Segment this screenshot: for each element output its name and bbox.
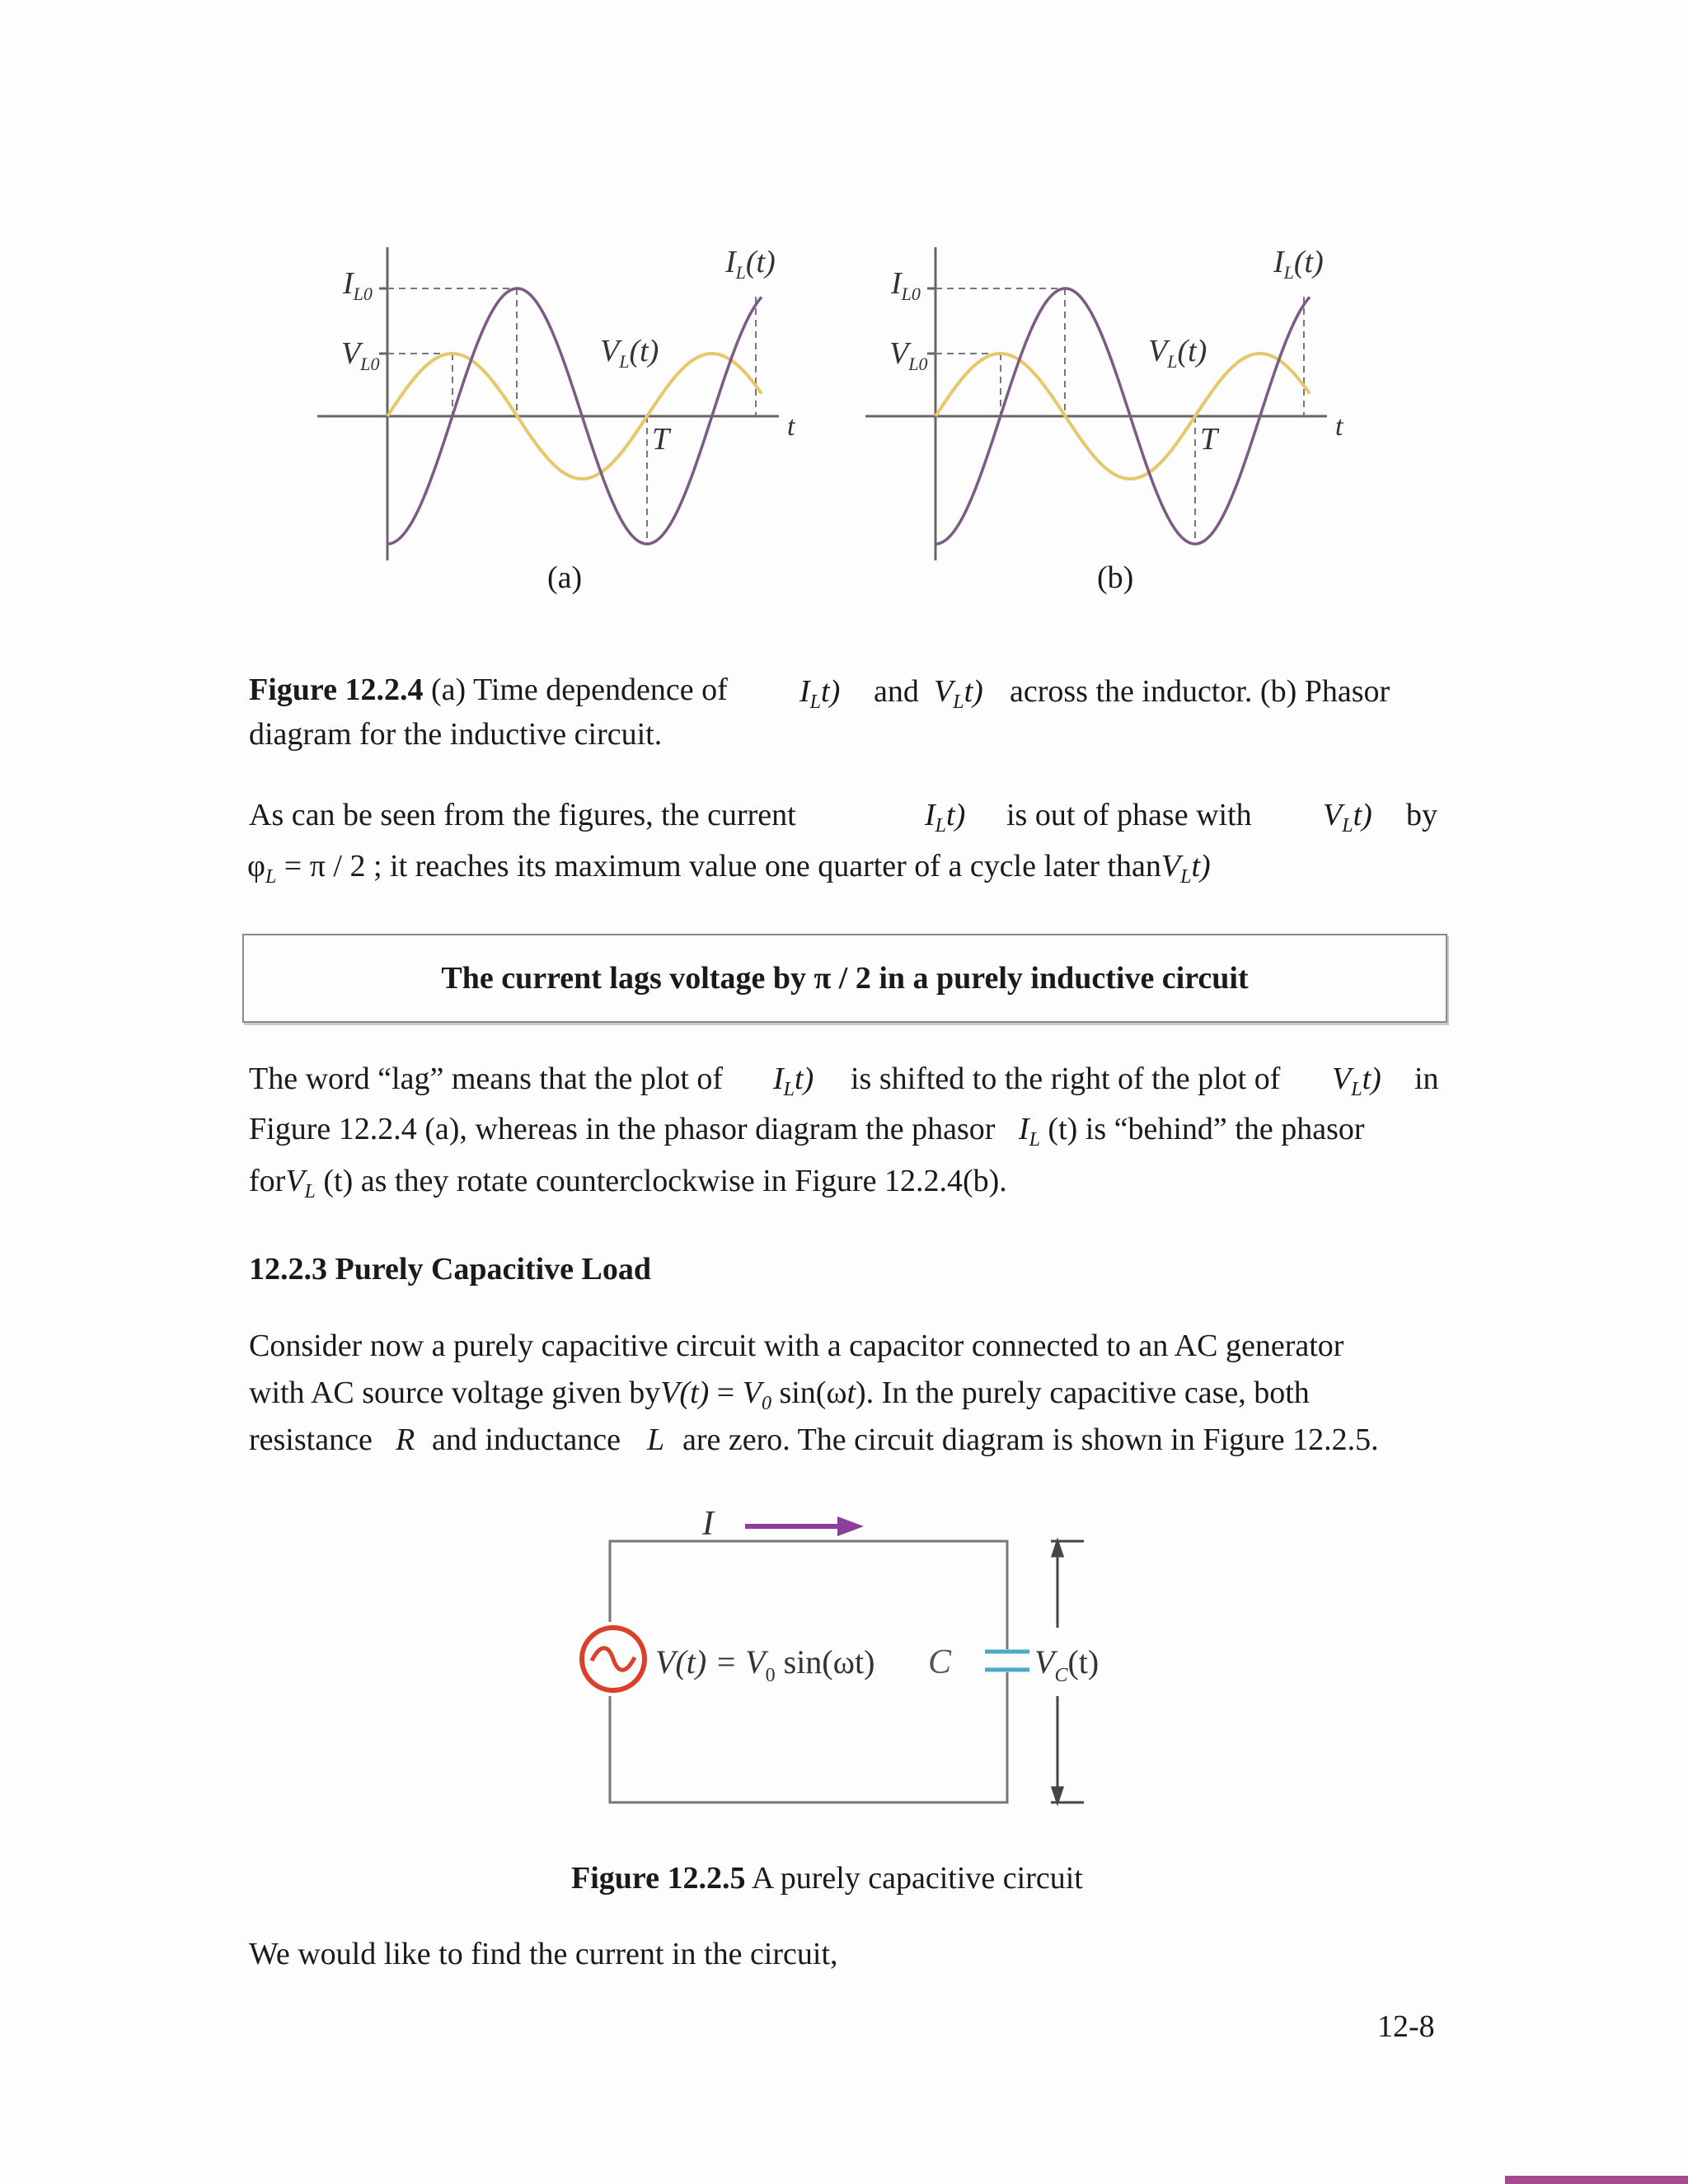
page-number: 12-8 [1377,2009,1435,2044]
key-statement-box [242,934,1447,1023]
section-heading: 12.2.3 Purely Capacitive Load [249,1252,652,1286]
para3-line3-a: resistance [249,1422,373,1457]
para3-line2: with AC source voltage given $byV(t) = V_0$ sin(ωt). In the purely capacitive case, both [249,1376,1310,1414]
para2-line1-c: in [1414,1062,1439,1096]
caption-part2: across the inductor. (b) Phasor [1010,674,1390,709]
para4: We would like to find the current in the circuit, [249,1937,838,1971]
label-IL0: $I_{L0}$ [891,266,921,304]
para1-line2: $\varphi_L = \pi / 2$ ; it reaches its maximum value one quarter of a cycle later thanV$_L$t) [247,849,1211,888]
para2-IL: $I_Lt$) [773,1062,814,1100]
para2-line1-a: The word “lag” means that the plot of [249,1062,724,1096]
para1-line1-a: As can be seen from the figures, the current [249,798,796,832]
label-VL0: $V_{L0}$ [889,336,928,374]
para2-line1-b: is shifted to the right of the plot of [851,1062,1281,1096]
para3-R: R [396,1422,415,1457]
caption-line2: diagram for the inductive circuit. [249,717,663,752]
label-VL-curve: $V_L(t)$ [600,334,659,372]
figure-12-2-5-caption: Figure 12.2.5 A purely capacitive circuit [571,1861,1083,1896]
label-period-T: T [1200,422,1218,457]
panel-b-caption: (b) [1097,560,1134,595]
key-statement: The current lags voltage by π / 2 in a purely inductive circuit [441,961,1249,996]
para3-line3-b: and inductance [432,1422,621,1457]
ac-source-icon [582,1628,645,1690]
para3-line1: Consider now a purely capacitive circuit with a capacitor connected to an AC generator [249,1329,1344,1363]
caption-VL: $V_Lt$) [934,674,983,713]
graph-panel-a [317,245,796,560]
panel-a-caption: (a) [547,560,583,595]
para3-line3-c: are zero. The circuit diagram is shown in Figure 12.2.5. [682,1422,1379,1457]
figure-12-2-4-caption: Figure 12.2.4 (a) Time dependence of [249,673,728,707]
current-arrow [745,1516,864,1536]
capacitor-label: C [928,1643,952,1681]
graph-panel-b [865,245,1344,560]
page-edge-marker [1505,2176,1688,2184]
label-period-T: T [652,422,670,457]
label-VL0: $V_{L0}$ [341,336,380,374]
para1-line1-c: by [1406,798,1437,832]
label-IL-curve: $I_L(t)$ [725,245,776,283]
caption-IL: $I_Lt$) [799,674,841,713]
para2-line3: forV$_L$ (t) as they rotate counterclockwise in Figure 12.2.4(b). [249,1164,1007,1202]
para3-L: L [647,1422,665,1457]
para1-VL: $V_Lt$) [1323,798,1372,837]
label-time-t: t [1335,411,1343,442]
figure-12-2-5-circuit [560,1492,1121,1821]
vc-label: $V_C(t)$ [1034,1643,1100,1686]
figure-label: Figure 12.2.4 [249,673,424,707]
figure-12-2-4-graphs [305,235,1393,614]
current-label: I [702,1505,714,1543]
para1-line1-b: is out of phase with [1006,798,1252,832]
label-IL-curve: $I_L(t)$ [1273,245,1324,283]
label-VL-curve: $V_L(t)$ [1148,334,1207,372]
source-label: $V(t) = V_0$ sin(ωt) [655,1643,875,1686]
label-IL0: $I_{L0}$ [343,266,373,304]
label-time-t: t [787,411,795,442]
caption-and: and [874,674,919,709]
para1-IL: $I_Lt$) [925,798,966,837]
para2-line2: Figure 12.2.4 (a), whereas in the phasor diagram the phasor $I_L$ (t) is “behind” the phasor [249,1112,1365,1151]
para2-VL: $V_Lt$) [1332,1062,1381,1100]
